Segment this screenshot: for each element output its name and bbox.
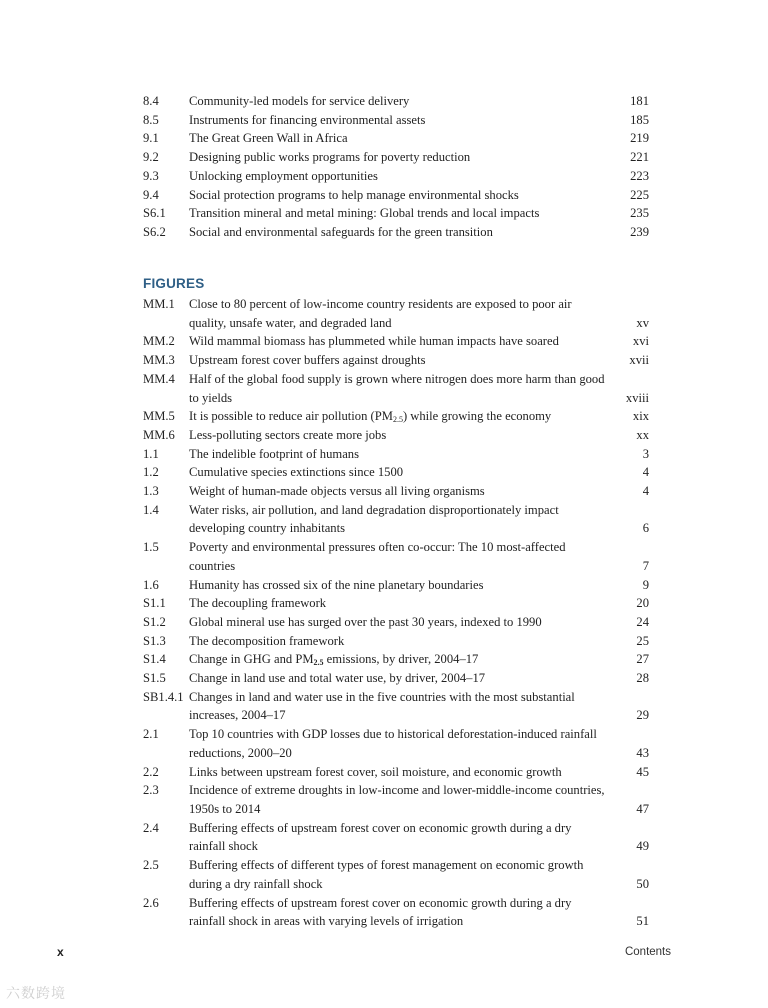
figure-entry[interactable]: [143, 295, 671, 332]
entry-title: Instruments for financing environmental assets: [189, 112, 426, 127]
entry-number: SB1.4.1: [143, 689, 184, 704]
entry-number: 1.5: [143, 540, 159, 555]
entry-title: Global mineral use has surged over the past 30 years, indexed to 1990: [189, 614, 542, 629]
figure-entry[interactable]: [143, 351, 671, 370]
entry-number: MM.2: [143, 334, 175, 349]
entry-page: 29: [636, 708, 649, 723]
figure-entry[interactable]: [143, 650, 671, 669]
entry-page: xvii: [629, 353, 649, 368]
entry-title: Transition mineral and metal mining: Global trends and local impacts: [189, 206, 540, 221]
entry-number: 9.1: [143, 131, 159, 146]
entry-page: xx: [636, 427, 649, 442]
entry-title: Upstream forest cover buffers against droughts: [189, 353, 426, 368]
entry-number: MM.6: [143, 427, 175, 442]
entry-number: 2.2: [143, 764, 159, 779]
entry-page: 7: [642, 558, 649, 573]
box-entry[interactable]: [143, 167, 671, 186]
figures-list: [143, 295, 671, 931]
entry-title: The decoupling framework: [189, 596, 327, 611]
figure-entry[interactable]: [143, 856, 671, 893]
figure-entry[interactable]: [143, 370, 671, 407]
figure-entry[interactable]: [143, 613, 671, 632]
figure-entry[interactable]: [143, 538, 671, 575]
entry-page: xvi: [632, 334, 649, 349]
entry-page: 223: [630, 168, 649, 183]
entry-page: 51: [636, 914, 649, 929]
entry-page: xix: [632, 409, 649, 424]
entry-number: 2.3: [143, 783, 159, 798]
entry-page: xv: [636, 315, 649, 330]
entry-title: The decomposition framework: [189, 633, 345, 648]
entry-title: Social and environmental safeguards for the green transition: [189, 224, 493, 239]
box-entry[interactable]: [143, 148, 671, 167]
figure-entry[interactable]: [143, 501, 671, 538]
entry-title: Cumulative species extinctions since 1500: [189, 465, 404, 480]
entry-page: 9: [642, 577, 649, 592]
entry-page: 47: [636, 801, 649, 816]
figure-entry[interactable]: [143, 426, 671, 445]
figure-entry[interactable]: [143, 781, 671, 818]
entry-title: The Great Green Wall in Africa: [189, 131, 348, 146]
figure-entry[interactable]: [143, 725, 671, 762]
entry-number: MM.1: [143, 297, 175, 311]
entry-number: MM.3: [143, 353, 175, 368]
page-number: x: [57, 945, 64, 959]
entry-title: Community-led models for service delivery: [189, 94, 410, 108]
entry-page: 45: [636, 764, 649, 779]
entry-number: 8.5: [143, 112, 159, 127]
entry-title: Designing public works programs for poverty reduction: [189, 150, 471, 165]
entry-page: 20: [636, 596, 649, 611]
figure-entry[interactable]: [143, 463, 671, 482]
entry-title: Unlocking employment opportunities: [189, 168, 378, 183]
entry-title: Close to 80 percent of low-income country residents are exposed to poor air quality, unsafe water, and degraded land: [189, 297, 572, 330]
entry-title: Changes in land and water use in the five countries with the most substantial increases, 2004–17: [189, 689, 575, 723]
entry-number: 2.4: [143, 820, 159, 835]
entry-number: S1.2: [143, 614, 166, 629]
entry-number: 2.1: [143, 727, 159, 742]
box-entry[interactable]: [143, 223, 671, 242]
watermark-logo: 六数跨境: [6, 986, 66, 1002]
entry-page: 25: [636, 633, 649, 648]
box-entry[interactable]: [143, 186, 671, 205]
entry-number: 9.3: [143, 168, 159, 183]
entry-number: S6.1: [143, 206, 166, 221]
figure-entry[interactable]: [143, 894, 671, 931]
entry-number: MM.5: [143, 409, 175, 424]
figure-entry[interactable]: [143, 632, 671, 651]
entry-number: 8.4: [143, 94, 159, 108]
figure-entry[interactable]: [143, 819, 671, 856]
entry-number: 1.1: [143, 446, 159, 461]
entry-title: Poverty and environmental pressures often co-occur: The 10 most-affected countries: [189, 540, 566, 573]
entry-number: MM.4: [143, 371, 175, 386]
entry-title: Incidence of extreme droughts in low-income and lower-middle-income countries, 1950s to 2014: [189, 783, 605, 816]
entry-page: 27: [636, 652, 649, 667]
entry-title: Change in land use and total water use, by driver, 2004–17: [189, 671, 486, 686]
entry-number: 1.2: [143, 465, 159, 480]
box-entry[interactable]: [143, 92, 671, 111]
entry-page: 221: [630, 150, 649, 165]
entry-page: 185: [630, 112, 649, 127]
entry-title: Social protection programs to help manage environmental shocks: [189, 187, 519, 202]
entry-page: 4: [642, 484, 649, 499]
box-entry[interactable]: [143, 204, 671, 223]
entry-title: Weight of human-made objects versus all living organisms: [189, 484, 485, 499]
entry-number: S1.4: [143, 652, 166, 667]
entry-page: 24: [636, 614, 649, 629]
running-footer: Contents: [624, 946, 671, 958]
entry-number: 2.6: [143, 895, 159, 910]
figures-heading: FIGURES: [143, 276, 205, 291]
entry-page: 4: [642, 465, 649, 480]
entry-number: 9.2: [143, 150, 159, 165]
entry-number: 1.3: [143, 484, 159, 499]
entry-page: 235: [630, 206, 649, 221]
entry-page: 225: [630, 187, 649, 202]
entry-page: 181: [630, 94, 649, 108]
figure-entry[interactable]: [143, 332, 671, 351]
figure-entry[interactable]: [143, 763, 671, 782]
figure-entry[interactable]: [143, 669, 671, 688]
entry-title: Half of the global food supply is grown where nitrogen does more harm than good to yields: [189, 371, 605, 405]
entry-page: 3: [642, 446, 649, 461]
entry-page: 50: [636, 876, 649, 891]
entry-number: 1.6: [143, 577, 159, 592]
entry-number: 9.4: [143, 187, 159, 202]
figure-entry[interactable]: [143, 576, 671, 595]
boxes-list: [143, 92, 671, 242]
entry-title: Buffering effects of upstream forest cover on economic growth during a dry rainfall shock: [189, 820, 572, 854]
entry-title: Links between upstream forest cover, soil moisture, and economic growth: [189, 764, 562, 779]
box-entry[interactable]: [143, 129, 671, 148]
box-entry[interactable]: [143, 111, 671, 130]
figure-entry[interactable]: [143, 594, 671, 613]
entry-title: Water risks, air pollution, and land degradation disproportionately impact developing country inhabitants: [189, 502, 559, 536]
entry-page: 49: [636, 839, 649, 854]
entry-number: S1.1: [143, 596, 166, 611]
entry-title: Humanity has crossed six of the nine planetary boundaries: [189, 577, 484, 592]
entry-title: The indelible footprint of humans: [189, 446, 359, 461]
entry-page: xviii: [625, 390, 649, 405]
entry-page: 43: [636, 745, 649, 760]
entry-title: Top 10 countries with GDP losses due to historical deforestation-induced rainfall reductions, 2000–20: [189, 727, 597, 760]
entry-number: 1.4: [143, 502, 159, 517]
entry-page: 239: [630, 224, 649, 239]
entry-page: 28: [636, 671, 649, 686]
entry-title: It is possible to reduce air pollution $(PM_{2.5})$ while growing the economy: [189, 409, 552, 425]
entry-number: S1.5: [143, 671, 166, 686]
entry-page: 6: [642, 521, 649, 536]
entry-title: Change in GHG and $PM_{2.5}$ emissions, by driver, 2004–17: [189, 652, 479, 668]
entry-title: Less-polluting sectors create more jobs: [189, 427, 387, 442]
entry-number: 2.5: [143, 858, 159, 873]
entry-title: Buffering effects of different types of forest management on economic growth during a dry rainfall shock: [189, 858, 584, 891]
entry-number: S1.3: [143, 633, 166, 648]
entry-title: Buffering effects of upstream forest cover on economic growth during a dry rainfall shock in areas with varying levels of irrigation: [189, 895, 572, 929]
figure-entry[interactable]: [143, 688, 671, 725]
figure-entry[interactable]: [143, 407, 671, 426]
entry-number: S6.2: [143, 224, 166, 239]
entry-page: 219: [630, 131, 649, 146]
figure-entry[interactable]: [143, 482, 671, 501]
figure-entry[interactable]: [143, 445, 671, 464]
entry-title: Wild mammal biomass has plummeted while human impacts have soared: [189, 334, 559, 349]
